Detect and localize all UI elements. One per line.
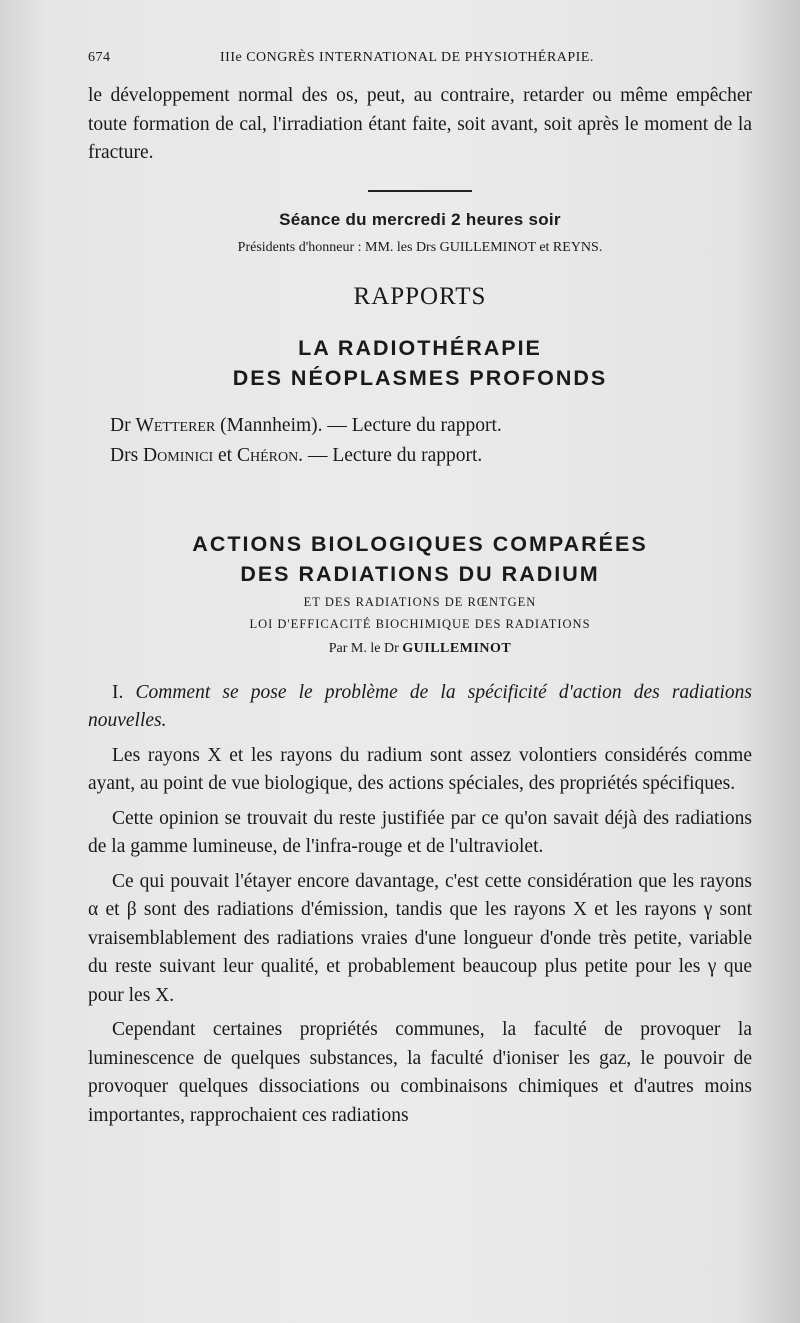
body-paragraph-2: Cette opinion se trouvait du reste justifiée par ce qu'on savait déjà des radiations de la gamme lumineuse, de l'infra-rouge et de l'ultraviolet. xyxy=(88,807,752,857)
author-note: — Lecture du rapport. xyxy=(307,444,483,466)
author-note: (Mannheim). — Lecture du rapport. xyxy=(220,414,502,436)
author-title: Dr xyxy=(110,414,131,436)
report2-byline xyxy=(88,641,752,657)
body-paragraph-3: Ce qui pouvait l'étayer encore davantage, c'est cette considération que les rayons α et β sont des radiations d'émission, tandis que les rayons X et les rayons γ sont vraisemblablement des radiations vraies d'une longueur d'onde très petite, variable du reste suivant leur qualité, et probablement beaucoup plus petite pour les γ que pour les X. xyxy=(88,870,752,1006)
section-heading xyxy=(88,679,752,736)
session-presidents: Présidents d'honneur : MM. les Drs GUILLEMINOT et REYNS. xyxy=(237,239,603,255)
session-title: Séance du mercredi 2 heures soir xyxy=(279,209,561,229)
section-title: Comment se pose le problème de la spécificité d'action des radiations nouvelles. xyxy=(88,681,753,731)
body-paragraph-1: Les rayons X et les rayons du radium sont assez volontiers considérés comme ayant, au point de vue biologique, des actions spéciales, des propriétés spécifiques. xyxy=(88,744,752,794)
page-number: 674 xyxy=(88,50,111,65)
rapports-heading: RAPPORTS xyxy=(353,282,487,310)
report1-author-line-2 xyxy=(88,441,752,471)
report1-title-line1: LA RADIOTHÉRAPIE xyxy=(298,335,542,360)
continuation-paragraph: le développement normal des os, peut, au contraire, retarder ou même empêcher toute formation de cal, l'irradiation étant faite, soit avant, soit après le moment de la fracture. xyxy=(88,85,752,163)
report1-title-line2: DES NÉOPLASMES PROFONDS xyxy=(232,365,608,390)
section-number: I. xyxy=(112,681,124,703)
author-name: Chéron. xyxy=(236,444,304,466)
byline-prefix: Par M. le Dr xyxy=(328,640,399,656)
report2-subtitle-2: LOI D'EFFICACITÉ BIOCHIMIQUE DES RADIATIONS xyxy=(249,616,591,631)
byline-author: GUILLEMINOT xyxy=(402,640,512,656)
report2-subtitle-1: ET DES RADIATIONS DE RŒNTGEN xyxy=(303,594,537,609)
report2-title-line1: ACTIONS BIOLOGIQUES COMPARÉES xyxy=(192,531,648,556)
report2-title-line2: DES RADIATIONS DU RADIUM xyxy=(240,561,600,586)
running-title: IIIe CONGRÈS INTERNATIONAL DE PHYSIOTHÉRAPIE. xyxy=(220,50,594,65)
author-title: Drs xyxy=(110,444,139,466)
author-conjunction: et xyxy=(218,444,233,466)
report1-author-line-1 xyxy=(88,411,752,441)
page-body xyxy=(88,82,752,1130)
section-divider xyxy=(368,190,472,192)
author-name: Dominici xyxy=(143,444,214,466)
author-name: Wetterer xyxy=(135,414,216,436)
body-paragraph-4: Cependant certaines propriétés communes, la faculté de provoquer la luminescence de quelques substances, la faculté d'ioniser les gaz, le pouvoir de provoquer quelques dissociations ou combinaisons chimiques et d'autres moins importantes, rapprochaient ces radiations xyxy=(88,1019,752,1126)
